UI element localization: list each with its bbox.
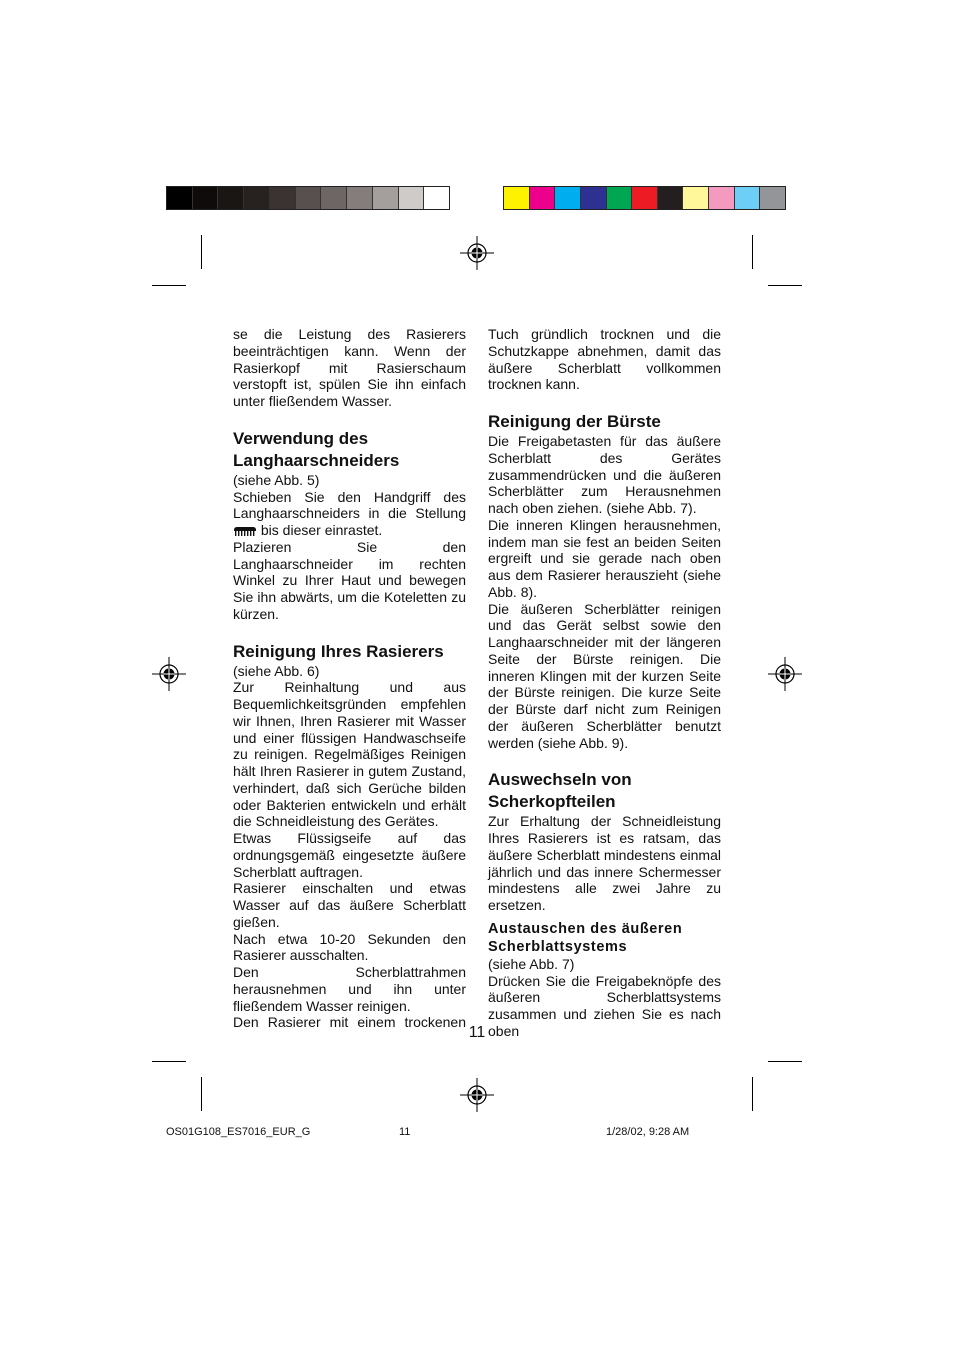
color-swatch [708, 187, 734, 209]
registration-mark-icon [152, 657, 186, 691]
footer-filename: OS01G108_ES7016_EUR_G [166, 1126, 311, 1138]
paragraph-schieben-end: bis dieser einrastet. [257, 522, 383, 538]
figure-reference: (siehe Abb. 5) [233, 471, 320, 488]
figure-reference: (siehe Abb. 6) [233, 662, 320, 679]
color-swatch [631, 187, 657, 209]
color-swatch [529, 187, 555, 209]
paragraph-klingen: Die inneren Klingen herausnehmen, indem man sie fest an beiden Seiten ergreift und sie gerade nach oben aus dem Rasierer herauszieht (siehe Abb. 8). [488, 516, 721, 600]
paragraph-einschalten: Rasierer einschalten und etwas Wasser auf das äußere Scherblatt gießen. [233, 880, 466, 930]
color-swatch [423, 187, 449, 209]
registration-mark-icon [460, 236, 494, 270]
color-swatch [734, 187, 760, 209]
registration-mark-icon [460, 1078, 494, 1112]
color-swatch [606, 187, 632, 209]
paragraph-schieben-text: Schieben Sie den Handgriff des Langhaarschneiders in die Stellung [233, 488, 466, 522]
color-swatch [346, 187, 372, 209]
color-swatch [167, 187, 192, 209]
color-swatch [217, 187, 243, 209]
figure-reference: (siehe Abb. 7) [488, 955, 575, 972]
color-swatch [504, 187, 529, 209]
page-number: 11 [468, 1024, 486, 1041]
registration-mark-icon [768, 657, 802, 691]
paragraph-intro: se die Leistung des Rasierers beeinträchtigen kann. Wenn der Rasierkopf mit Rasierschaum verstopft ist, spülen Sie ihn einfach unter fließendem Wasser. [233, 326, 466, 409]
paragraph-freigabe: Die Freigabetasten für das äußere Scherblatt des Gerätes zusammendrücken und die äußeren Scherblätter zum Herausnehmen nach oben ziehen. (siehe Abb. 7). [488, 433, 721, 516]
paragraph-plazieren: Plazieren Sie den Langhaarschneider im rechten Winkel zu Ihrer Haut und bewegen Sie ihn abwärts, um die Koteletten zu kürzen. [233, 538, 466, 622]
heading-reinigung-rasierer: Reinigung Ihres Rasierers [233, 641, 444, 661]
color-swatch [243, 187, 269, 209]
color-swatch [295, 187, 321, 209]
grayscale-calibration-strip [166, 186, 450, 210]
heading-reinigung-buerste: Reinigung der Bürste [488, 412, 661, 431]
color-swatch [269, 187, 295, 209]
paragraph-druecken: Drücken Sie die Freigabeknöpfe des äußeren Scherblattsystems zusammen und ziehen Sie es nach oben [488, 972, 721, 1039]
color-swatch [372, 187, 398, 209]
paragraph-fluessigseife: Etwas Flüssigseife auf das ordnungsgemäß eingesetzte äußere Scherblatt auftragen. [233, 830, 466, 880]
crop-mark [768, 285, 802, 286]
right-column [488, 326, 721, 1040]
heading-langhaarschneider: Verwendung des Langhaarschneiders [233, 428, 400, 470]
paragraph-schieben [233, 489, 466, 539]
color-swatch [682, 187, 708, 209]
color-swatch [657, 187, 683, 209]
trimmer-position-icon [233, 526, 257, 536]
paragraph-trocken: Den Rasierer mit einem trockenen [233, 1014, 466, 1031]
subheading-austauschen: Austauschen des äußeren Scherblattsystems [488, 920, 683, 955]
footer-page: 11 [399, 1126, 411, 1138]
color-swatch [554, 187, 580, 209]
paragraph-reinhaltung: Zur Reinhaltung und aus Bequemlichkeitsgründen empfehlen wir Ihnen, Ihren Rasierer mit Wasser und einer flüssigen Handwaschseife zu reinigen. Regelmäßiges Reinigen hält Ihren Rasierer in gutem Zustand, verhindert, daß sich Gerüche bilden oder Bakterien entwickeln und erhält die Schneidleistung des Gerätes. [233, 679, 466, 830]
crop-mark [152, 285, 186, 286]
color-swatch [398, 187, 424, 209]
heading-auswechseln: Auswechseln von Scherkopfteilen [488, 770, 632, 812]
paragraph-sekunden: Nach etwa 10-20 Sekunden den Rasierer ausschalten. [233, 930, 466, 964]
color-swatch [580, 187, 606, 209]
paragraph-tuch: Tuch gründlich trocknen und die Schutzkappe abnehmen, damit das äußere Scherblatt vollkommen trocknen kann. [488, 326, 721, 393]
crop-mark [201, 235, 202, 269]
paragraph-erhaltung: Zur Erhaltung der Schneidleistung Ihres Rasierers ist es ratsam, das äußere Scherblatt mindestens einmal jährlich und das innere Schermesser mindestens alle zwei Jahre zu ersetzen. [488, 813, 721, 913]
color-swatch [192, 187, 218, 209]
crop-mark [152, 1061, 186, 1062]
crop-mark [752, 1077, 753, 1111]
crop-mark [752, 235, 753, 269]
paragraph-scherblattrahmen: Den Scherblattrahmen herausnehmen und ihn unter fließendem Wasser reinigen. [233, 964, 466, 1014]
left-column [233, 326, 466, 1031]
crop-mark [201, 1077, 202, 1111]
color-calibration-strip [503, 186, 786, 210]
color-swatch [320, 187, 346, 209]
paragraph-scherblaetter: Die äußeren Scherblätter reinigen und das Gerät selbst sowie den Langhaarschneider mit der längeren Seite der Bürste reinigen. Die inneren Klingen mit der kurzen Seite der Bürste reinigen. Die kurze Seite der Bürste darf nicht zum Reinigen der äußeren Scherblätter benutzt werden (siehe Abb. 9). [488, 600, 721, 751]
crop-mark [768, 1061, 802, 1062]
footer-datetime: 1/28/02, 9:28 AM [606, 1126, 690, 1138]
color-swatch [759, 187, 785, 209]
